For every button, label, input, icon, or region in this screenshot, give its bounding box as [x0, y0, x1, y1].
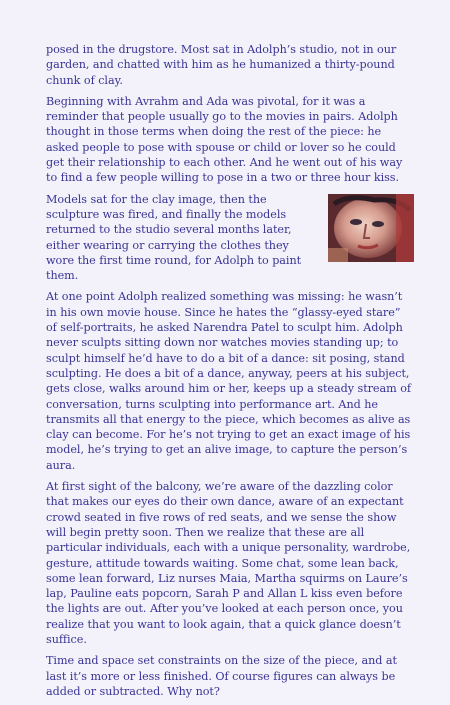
paragraph-5: At first sight of the balcony, we’re aware of the dazzling color that makes our eyes do their own dance, aware of an expectant crowd seated in five rows of red seats, and we sense the show will begin pretty soon. Then we realize that these are all particular individuals, each with a unique personality, wardrobe, gesture, attitude towards waiting. Some chat, some lean back, some lean forward, Liz nurses Maia, Martha squirms on Laure’s lap, Pauline eats popcorn, Sarah P and Allan L kiss even before the lights are out. After you’ve looked at each person once, you realize that you want to look again, that a quick glance doesn’t suffice. [46, 480, 411, 646]
text-column [46, 42, 414, 705]
paragraph-6: Time and space set constraints on the size of the piece, and at last it’s more or less finished. Of course figures can always be added or subtracted. Why not? [46, 654, 397, 698]
paragraph-2: Beginning with Avrahm and Ada was pivotal, for it was a reminder that people usually go to the movies in pairs. Adolph thought in those terms when doing the rest of the piece: he asked people to pose with spouse or child or lover so he could get their relationship to each other. And he went out of his way to find a few people willing to pose in a two or three hour kiss. [46, 94, 403, 185]
sculpture-face-image [328, 194, 414, 262]
paragraph-3-with-figure [46, 192, 414, 284]
paragraph-1: posed in the drugstore. Most sat in Adolph’s studio, not in our garden, and chatted with him as he humanized a thirty-pound chunk of clay. [46, 43, 397, 87]
paragraph-4: At one point Adolph realized something was missing: he wasn’t in his own movie house. Since he hates the “glassy-eyed stare” of self-portraits, he asked Narendra Patel to sculpt him. Adolph never sculpts sitting down nor watches movies standing up; to sculpt himself he’d have to do a bit of a dance: sit posing, stand sculpting. He does a bit of a dance, anyway, peers at his subject, gets close, walks around him or her, keeps up a steady stream of conversation, turns sculpting into performance art. And he transmits all that energy to the piece, which becomes as alive as clay can become. For he’s not trying to get an exact image of his model, he’s trying to get an alive image, to capture the person’s aura. [46, 290, 411, 472]
sculpture-photo [328, 194, 414, 262]
paragraph-3: Models sat for the clay image, then the sculpture was fired, and finally the models returned to the studio several months later, either wearing or carrying the clothes they wore the first time round, for Adolph to paint them. [46, 192, 302, 283]
